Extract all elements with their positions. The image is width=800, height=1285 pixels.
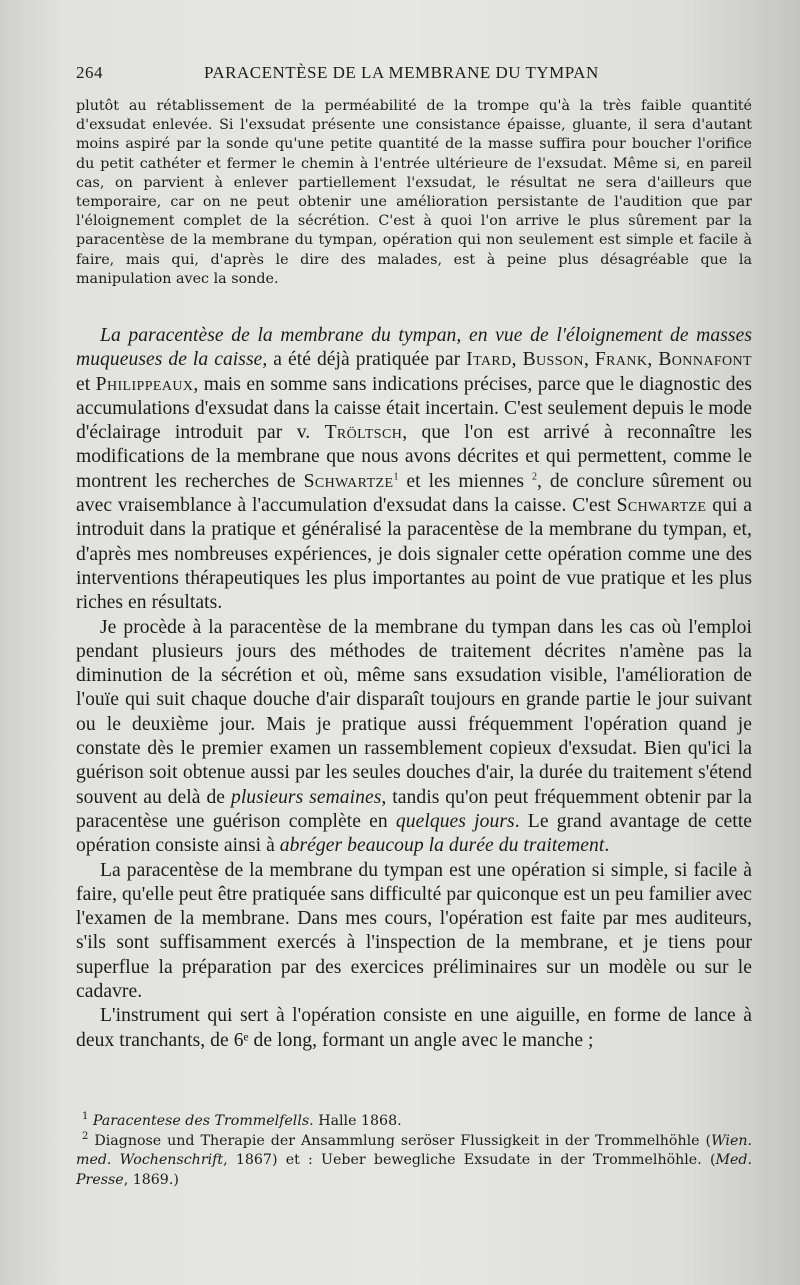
author-name: Busson <box>522 349 584 371</box>
author-name: Itard <box>466 349 512 371</box>
footnote-2 <box>76 1132 752 1191</box>
author-name: Bonnafont <box>658 349 752 371</box>
text-run: , <box>647 349 659 371</box>
text-run: , 1867) et : Ueber bewegliche Exsudate in der Trommelhöhle. ( <box>223 1152 716 1169</box>
footnotes <box>76 1112 752 1190</box>
text-run: , que l'on est arrivé à reconnaître les modifications de la membrane que nous avons décrites et qui permettent, comme le montrent les recherches de <box>76 422 752 492</box>
text-run: a été déjà pratiquée par <box>267 349 467 371</box>
text-run: . Halle 1868. <box>309 1113 402 1129</box>
main-text <box>76 324 752 1053</box>
author-name: Schwartze <box>303 470 394 492</box>
italic-phrase: quelques jours <box>395 810 515 832</box>
author-name: Philippeaux <box>95 373 194 395</box>
text-run: . <box>604 835 610 857</box>
text-run: , de conclure sûrement ou avec vraisemblance à l'accumulation d'exsudat dans la caisse. C'est <box>76 470 752 517</box>
text-run: Diagnose und Therapie der Ansammlung seröser Flussigkeit in der Trommelhöhle ( <box>88 1132 712 1149</box>
footnote-number: 2 <box>82 1130 89 1142</box>
running-title: PARACENTÈSE DE LA MEMBRANE DU TYMPAN <box>204 63 599 82</box>
journal-title: Wien. med. Wochenschrift <box>76 1132 752 1169</box>
continued-paragraph <box>76 97 752 289</box>
page-number: 264 <box>76 63 103 82</box>
author-name: Tröltsch <box>324 422 403 444</box>
text-run: , mais en somme sans indications précises, parce que le diagnostic des accumulations d'exsudat dans la caisse était incertain. C'est seulement depuis le mode d'éclairage introduit par v. <box>76 373 752 444</box>
author-name: Frank <box>594 349 648 371</box>
italic-phrase: plusieurs semaines <box>230 786 382 808</box>
footnote-marker-1[interactable]: 1 <box>393 471 399 483</box>
paragraph-1 <box>76 324 752 616</box>
paragraph-2 <box>76 616 752 859</box>
text-run: Je procède à la paracentèse de la membrane du tympan dans les cas où l'emploi pendant plusieurs jours des méthodes de traitement décrites n'amène pas la diminution de la sécrétion et où, même sans exsudation visible, l'amélioration de l'ouïe qui suit chaque douche d'air disparaît toujours en grande partie le jour suivant ou le deuxième jour. Mais je pratique aussi fréquemment l'opération quand je constate dès le premier examen un rassemblement copieux d'exsudat. Bien qu'ici la guérison soit obtenue aussi par les seules douches d'air, la durée du traitement s'étend souvent au delà de <box>76 616 752 808</box>
text-run: , <box>511 349 523 371</box>
text-run: , 1869.) <box>123 1171 179 1188</box>
running-header <box>76 63 750 87</box>
small-paragraph-text: plutôt au rétablissement de la perméabilité de la trompe qu'à la très faible quantité d'exsudat enlevée. Si l'exsudat présente une consistance épaisse, gluante, il sera d'autant moins aspiré par la sonde qu'une petite quantité de la masse suffira pour boucher l'orifice du petit cathéter et fermer le chemin à l'entrée ultérieure de l'exsudat. Même si, en pareil cas, on parvient à enlever partiellement l'exsudat, le résultat ne sera d'ailleurs que temporaire, car on ne peut obtenir une amélioration persistante de l'audition que par l'éloignement complet de la sécrétion. C'est à quoi l'on arrive le plus sûrement par la paracentèse de la membrane du tympan, opération qui non seulement est simple et facile à faire, mais qui, d'après le dire des malades, est à peine plus désagréable que la manipulation avec la sonde. <box>76 98 752 287</box>
text-run: , <box>583 349 595 371</box>
footnote-marker-2[interactable]: 2 <box>531 471 538 483</box>
paragraph-4: L'instrument qui sert à l'opération consiste en une aiguille, en forme de lance à deux tranchants, de 6ᵉ de long, formant un angle avec le manche ; <box>76 1005 752 1051</box>
text-run: qui a introduit dans la pratique et généralisé la paracentèse de la membrane du tympan, et, d'après mes nombreuses expériences, je dois signaler cette opération comme une des interventions thérapeutiques les plus importantes au point de vue pratique et les plus riches en résultats. <box>76 495 752 614</box>
text-run: et les miennes <box>398 470 532 492</box>
footnote-title: Paracentese des Trommelfells <box>92 1113 310 1129</box>
journal-title: Med. Presse <box>76 1152 752 1188</box>
text-run: , tandis qu'on peut fréquemment obtenir par la paracentèse une guérison complète en <box>76 786 753 832</box>
italic-intro: La paracentèse de la membrane du tympan, en vue de l'éloignement de masses muqueuses de la caisse, <box>76 325 752 371</box>
footnote-number: 1 <box>82 1111 89 1123</box>
italic-phrase: abréger beaucoup la durée du traitement <box>279 835 605 857</box>
footnote-1 <box>76 1112 752 1132</box>
text-run: et <box>76 373 96 395</box>
author-name: Schwartze <box>616 495 707 517</box>
paragraph-3: La paracentèse de la membrane du tympan est une opération si simple, si facile à faire, qu'elle peut être pratiquée sans difficulté par quiconque est un peu familier avec l'examen de la membrane. Dans mes cours, l'opération est faite par mes auditeurs, s'ils sont suffisamment exercés à l'inspection de la membrane, et je tiens pour superflue la préparation par des exercices préliminaires sur un modèle ou sur le cadavre. <box>76 859 752 1003</box>
text-run: . Le grand avantage de cette opération consiste ainsi à <box>76 810 752 857</box>
